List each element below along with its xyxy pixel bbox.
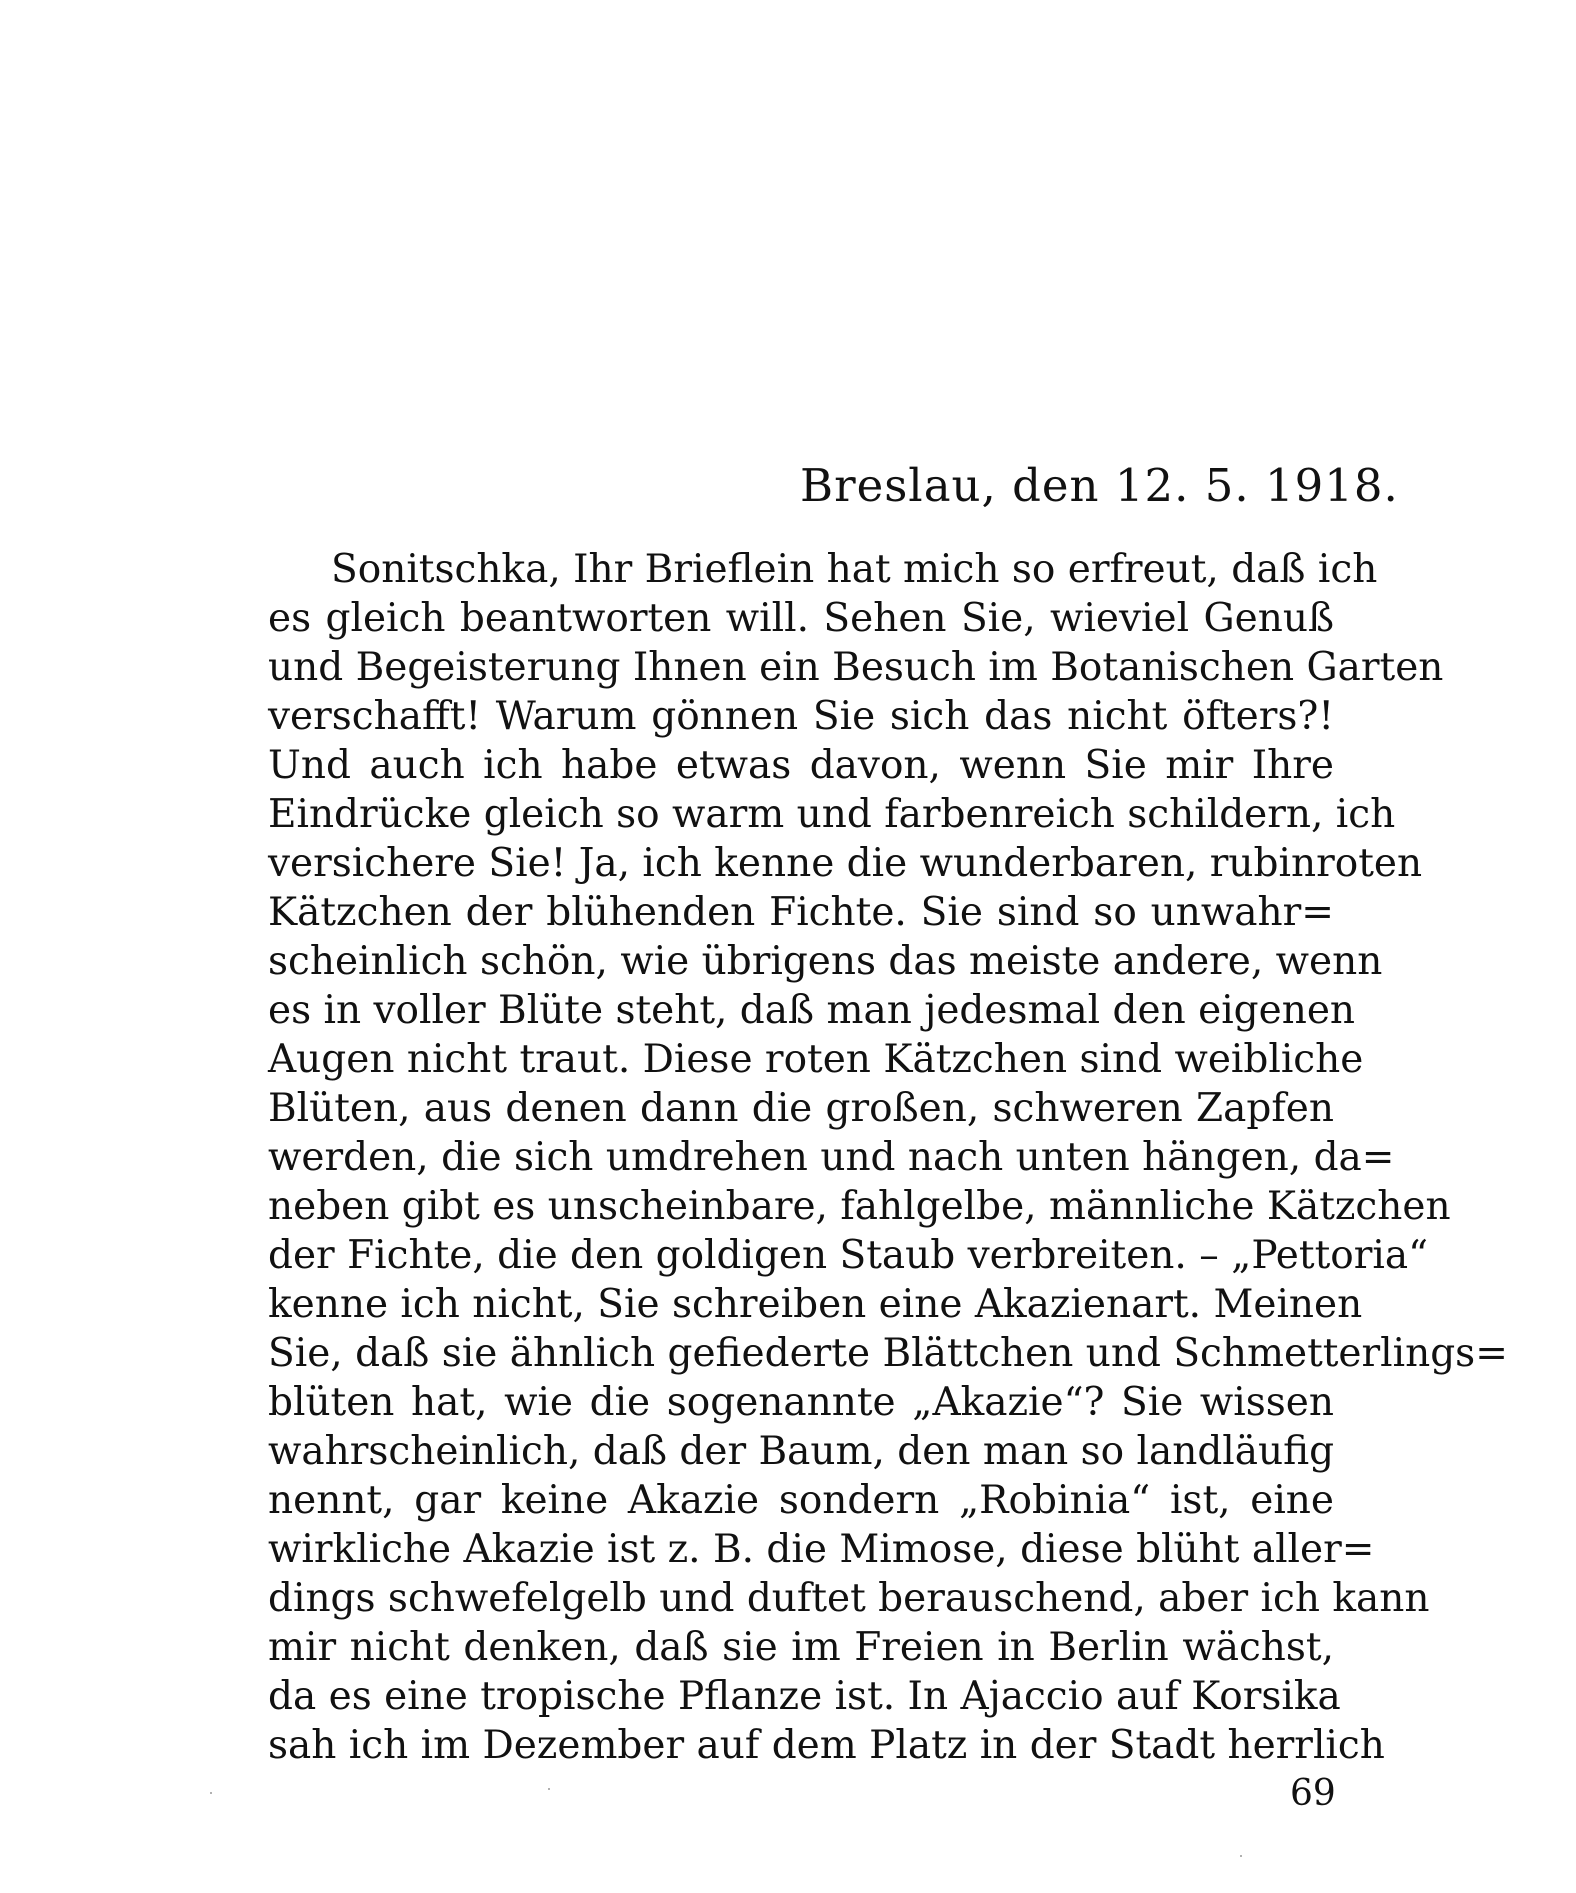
text-line: blüten hat, wie die sogenannte „Akazie“? Sie wissen (268, 1380, 1334, 1425)
text-line: mir nicht denken, daß sie im Freien in Berlin wächst, (268, 1625, 1334, 1670)
text-line: sah ich im Dezember auf dem Platz in der Stadt herrlich (268, 1723, 1385, 1768)
text-line: verschafft! Warum gönnen Sie sich das nicht öfters?! (268, 694, 1334, 739)
letter-body (268, 545, 1508, 1770)
text-line: wirkliche Akazie ist z. B. die Mimose, diese blüht aller= (268, 1527, 1375, 1572)
text-line: es in voller Blüte steht, daß man jedesmal den eigenen (268, 988, 1356, 1033)
text-line: Sonitschka, Ihr Brieflein hat mich so erfreut, daß ich (331, 547, 1378, 592)
text-line: neben gibt es unscheinbare, fahlgelbe, männliche Kätzchen (268, 1184, 1451, 1229)
scan-speck (210, 1792, 212, 1794)
text-line: Kätzchen der blühenden Fichte. Sie sind so unwahr= (268, 890, 1334, 935)
text-line: versichere Sie! Ja, ich kenne die wunderbaren, rubinroten (268, 841, 1423, 886)
text-line: wahrscheinlich, daß der Baum, den man so landläufig (268, 1429, 1335, 1474)
text-line: dings schwefelgelb und duftet berauschend, aber ich kann (268, 1576, 1430, 1621)
text-line: Und auch ich habe etwas davon, wenn Sie mir Ihre (268, 743, 1334, 788)
text-line: es gleich beantworten will. Sehen Sie, wieviel Genuß (268, 596, 1334, 641)
text-line: Eindrücke gleich so warm und farbenreich schildern, ich (268, 792, 1396, 837)
text-line: und Begeisterung Ihnen ein Besuch im Botanischen Garten (268, 645, 1444, 690)
text-line: scheinlich schön, wie übrigens das meiste andere, wenn (268, 939, 1383, 984)
text-line: kenne ich nicht, Sie schreiben eine Akazienart. Meinen (268, 1282, 1363, 1327)
letter-dateline: Breslau, den 12. 5. 1918. (800, 459, 1399, 512)
text-line: Sie, daß sie ähnlich gefiederte Blättchen und Schmetterlings= (268, 1331, 1508, 1376)
text-line: nennt, gar keine Akazie sondern „Robinia“ ist, eine (268, 1478, 1334, 1523)
text-line: werden, die sich umdrehen und nach unten hängen, da= (268, 1135, 1395, 1180)
scan-speck (1240, 1855, 1242, 1857)
scan-speck (548, 1788, 550, 1790)
text-line: da es eine tropische Pflanze ist. In Ajaccio auf Korsika (268, 1674, 1341, 1719)
text-line: der Fichte, die den goldigen Staub verbreiten. – „Pettoria“ (268, 1233, 1429, 1278)
text-line: Augen nicht traut. Diese roten Kätzchen sind weibliche (268, 1037, 1364, 1082)
text-line: Blüten, aus denen dann die großen, schweren Zapfen (268, 1086, 1334, 1131)
page-number: 69 (1290, 1773, 1336, 1814)
